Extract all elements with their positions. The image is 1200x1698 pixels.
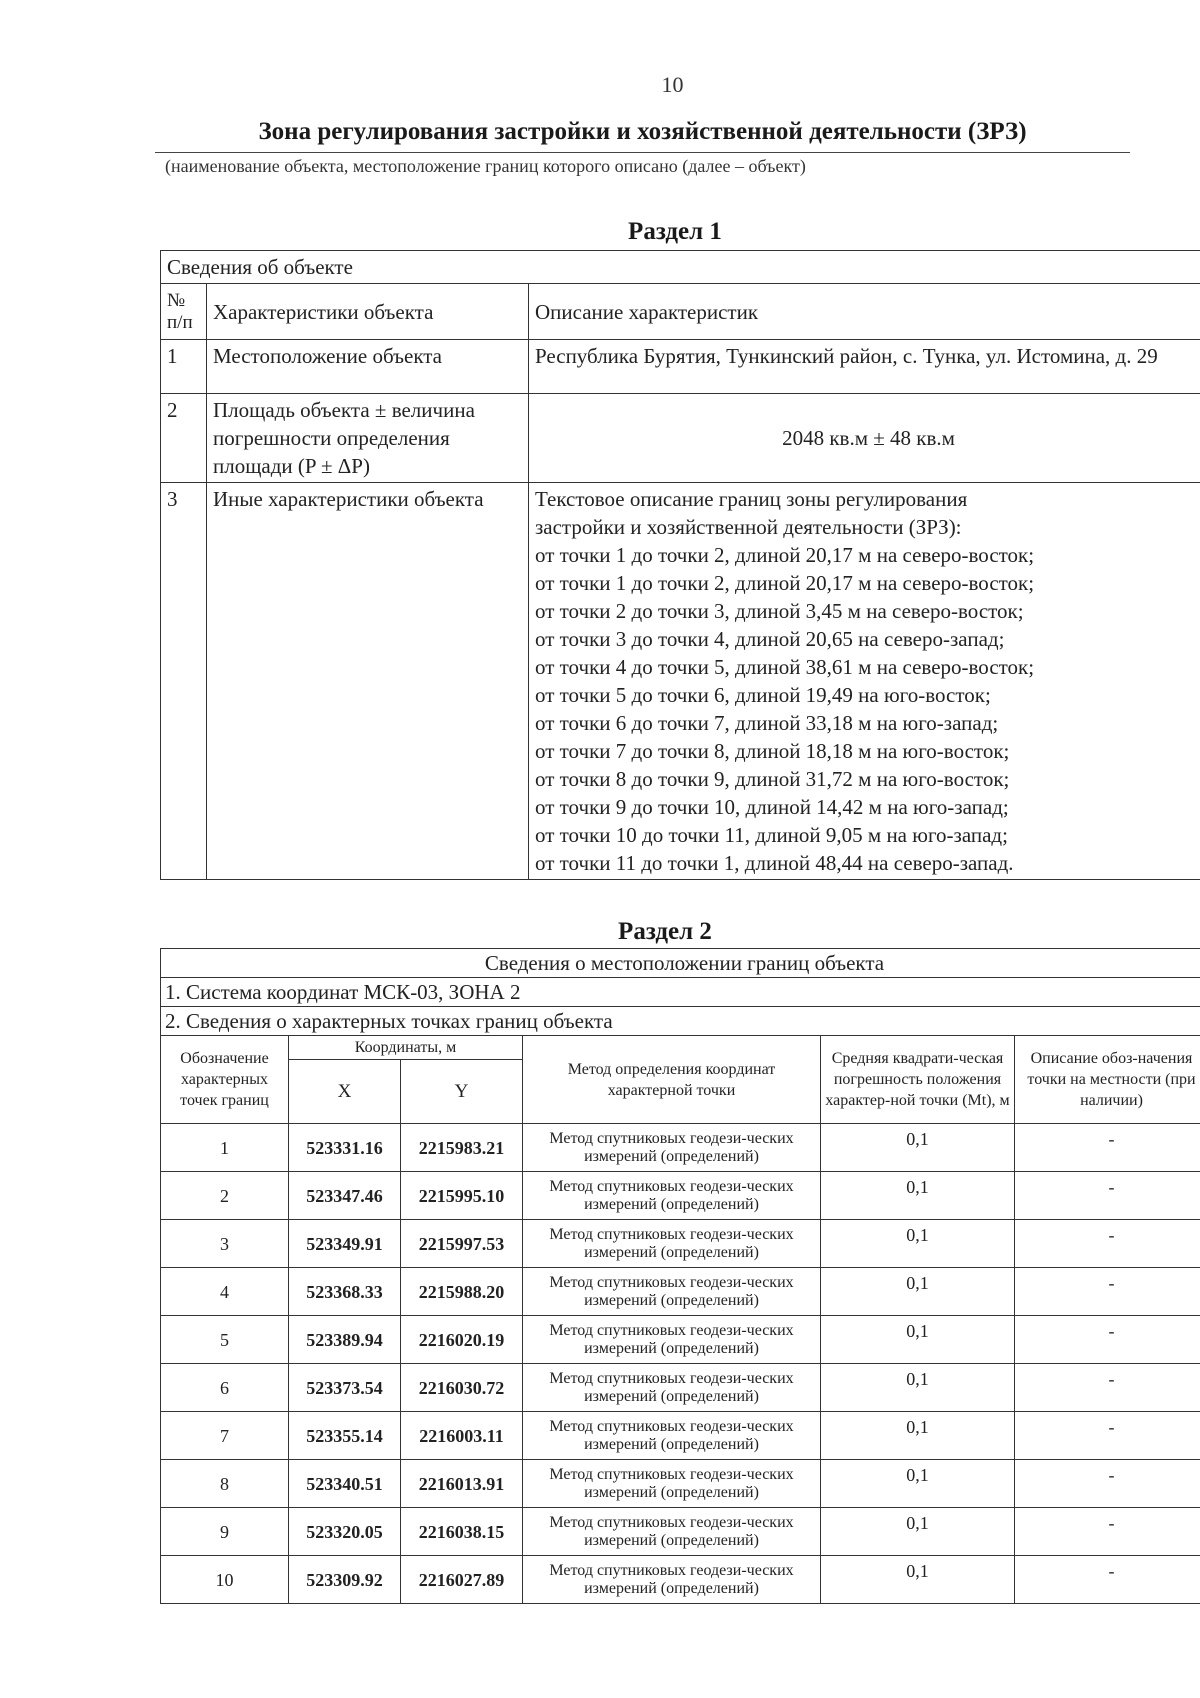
section1-heading: Раздел 1 (628, 218, 722, 245)
table-row (161, 1316, 1200, 1364)
point-method: Метод спутниковых геодези-ческих измерений (определений) (523, 1412, 821, 1460)
point-note: - (1015, 1124, 1200, 1172)
section2-heading: Раздел 2 (618, 918, 712, 945)
point-number: 9 (161, 1508, 289, 1556)
point-x: 523373.54 (289, 1364, 401, 1412)
boundary-points-table (160, 948, 1200, 1604)
point-note: - (1015, 1412, 1200, 1460)
point-note: - (1015, 1460, 1200, 1508)
point-note: - (1015, 1364, 1200, 1412)
point-method: Метод спутниковых геодези-ческих измерений (определений) (523, 1220, 821, 1268)
table-row (161, 1556, 1200, 1604)
table-row (161, 1268, 1200, 1316)
coordinate-system: 1. Система координат МСК-03, ЗОНА 2 (161, 978, 1200, 1007)
row-num: 3 (161, 483, 207, 880)
description-line: от точки 1 до точки 2, длиной 20,17 м на северо-восток; (535, 571, 1035, 595)
row-num: 1 (161, 340, 207, 394)
boundary-description (529, 483, 1200, 880)
title-underline (155, 152, 1130, 153)
point-y: 2216038.15 (401, 1508, 523, 1556)
point-method: Метод спутниковых геодези-ческих измерений (определений) (523, 1556, 821, 1604)
table-row (161, 1364, 1200, 1412)
point-y: 2216030.72 (401, 1364, 523, 1412)
point-method: Метод спутниковых геодези-ческих измерений (определений) (523, 1268, 821, 1316)
point-number: 7 (161, 1412, 289, 1460)
point-x: 523331.16 (289, 1124, 401, 1172)
point-note: - (1015, 1172, 1200, 1220)
description-line: застройки и хозяйственной деятельности (ЗРЗ): (535, 515, 962, 539)
description-line: от точки 10 до точки 11, длиной 9,05 м на юго-запад; (535, 823, 1008, 847)
header-note: Описание обоз-начения точки на местности (при наличии) (1015, 1036, 1200, 1124)
point-error: 0,1 (821, 1124, 1015, 1172)
header-coordinates: Координаты, м (289, 1036, 523, 1060)
point-error: 0,1 (821, 1364, 1015, 1412)
description-line: от точки 8 до точки 9, длиной 31,72 м на юго-восток; (535, 767, 1010, 791)
table-row (161, 1172, 1200, 1220)
row-description: Республика Бурятия, Тункинский район, с. Тунка, ул. Истомина, д. 29 (529, 340, 1200, 394)
point-number: 1 (161, 1124, 289, 1172)
point-note: - (1015, 1556, 1200, 1604)
point-number: 3 (161, 1220, 289, 1268)
description-line: от точки 7 до точки 8, длиной 18,18 м на юго-восток; (535, 739, 1010, 763)
points-section-title: 2. Сведения о характерных точках границ объекта (161, 1007, 1200, 1036)
point-y: 2215995.10 (401, 1172, 523, 1220)
table-row (161, 1220, 1200, 1268)
point-error: 0,1 (821, 1556, 1015, 1604)
point-error: 0,1 (821, 1316, 1015, 1364)
header-method: Метод определения координат характерной точки (523, 1036, 821, 1124)
point-note: - (1015, 1508, 1200, 1556)
point-number: 10 (161, 1556, 289, 1604)
point-x: 523320.05 (289, 1508, 401, 1556)
point-y: 2215997.53 (401, 1220, 523, 1268)
point-number: 6 (161, 1364, 289, 1412)
description-line: от точки 4 до точки 5, длиной 38,61 м на северо-восток; (535, 655, 1035, 679)
table-row (161, 1460, 1200, 1508)
row-num: 2 (161, 394, 207, 483)
point-method: Метод спутниковых геодези-ческих измерений (определений) (523, 1172, 821, 1220)
point-note: - (1015, 1316, 1200, 1364)
point-x: 523349.91 (289, 1220, 401, 1268)
description-line: от точки 5 до точки 6, длиной 19,49 на юго-восток; (535, 683, 991, 707)
description-line: от точки 2 до точки 3, длиной 3,45 м на северо-восток; (535, 599, 1024, 623)
point-number: 8 (161, 1460, 289, 1508)
point-y: 2216013.91 (401, 1460, 523, 1508)
point-number: 5 (161, 1316, 289, 1364)
object-info-table (160, 250, 1200, 880)
table-row (161, 1124, 1200, 1172)
point-error: 0,1 (821, 1268, 1015, 1316)
point-method: Метод спутниковых геодези-ческих измерений (определений) (523, 1124, 821, 1172)
header-point: Обозначение характерных точек границ (161, 1036, 289, 1124)
description-line: от точки 9 до точки 10, длиной 14,42 м на юго-запад; (535, 795, 1009, 819)
point-error: 0,1 (821, 1508, 1015, 1556)
point-x: 523340.51 (289, 1460, 401, 1508)
point-error: 0,1 (821, 1412, 1015, 1460)
point-method: Метод спутниковых геодези-ческих измерений (определений) (523, 1364, 821, 1412)
row-characteristic: Местоположение объекта (207, 340, 529, 394)
point-error: 0,1 (821, 1172, 1015, 1220)
point-method: Метод спутниковых геодези-ческих измерений (определений) (523, 1460, 821, 1508)
point-x: 523309.92 (289, 1556, 401, 1604)
point-x: 523355.14 (289, 1412, 401, 1460)
description-line: Текстовое описание границ зоны регулирования (535, 487, 968, 511)
description-line: от точки 3 до точки 4, длиной 20,65 на северо-запад; (535, 627, 1005, 651)
point-number: 4 (161, 1268, 289, 1316)
header-error: Средняя квадрати-ческая погрешность положения характер-ной точки (Mt), м (821, 1036, 1015, 1124)
point-y: 2215983.21 (401, 1124, 523, 1172)
point-y: 2216003.11 (401, 1412, 523, 1460)
point-y: 2215988.20 (401, 1268, 523, 1316)
header-x: X (289, 1060, 401, 1124)
header-y: Y (401, 1060, 523, 1124)
point-x: 523368.33 (289, 1268, 401, 1316)
point-number: 2 (161, 1172, 289, 1220)
description-line: от точки 1 до точки 2, длиной 20,17 м на северо-восток; (535, 543, 1035, 567)
document-title: Зона регулирования застройки и хозяйственной деятельности (ЗРЗ) (258, 118, 1027, 145)
point-x: 523347.46 (289, 1172, 401, 1220)
header-characteristic: Характеристики объекта (207, 284, 529, 340)
point-y: 2216027.89 (401, 1556, 523, 1604)
point-method: Метод спутниковых геодези-ческих измерений (определений) (523, 1316, 821, 1364)
row-characteristic: Иные характеристики объекта (207, 483, 529, 880)
table-row (161, 1412, 1200, 1460)
description-line: от точки 11 до точки 1, длиной 48,44 на северо-запад. (535, 851, 1014, 875)
table-row (161, 1508, 1200, 1556)
point-error: 0,1 (821, 1220, 1015, 1268)
point-y: 2216020.19 (401, 1316, 523, 1364)
header-num: № п/п (161, 284, 207, 340)
document-subtitle: (наименование объекта, местоположение границ которого описано (далее – объект) (165, 156, 806, 176)
row-description: 2048 кв.м ± 48 кв.м (529, 394, 1200, 483)
point-x: 523389.94 (289, 1316, 401, 1364)
header-description: Описание характеристик (529, 284, 1200, 340)
point-error: 0,1 (821, 1460, 1015, 1508)
point-method: Метод спутниковых геодези-ческих измерений (определений) (523, 1508, 821, 1556)
object-info-table-title: Сведения об объекте (161, 251, 1200, 284)
description-line: от точки 6 до точки 7, длиной 33,18 м на юго-запад; (535, 711, 999, 735)
point-note: - (1015, 1220, 1200, 1268)
boundary-table-title: Сведения о местоположении границ объекта (161, 949, 1200, 978)
point-note: - (1015, 1268, 1200, 1316)
page-number: 10 (661, 72, 684, 97)
row-characteristic: Площадь объекта ± величина погрешности определения площади (P ± ΔP) (207, 394, 529, 483)
